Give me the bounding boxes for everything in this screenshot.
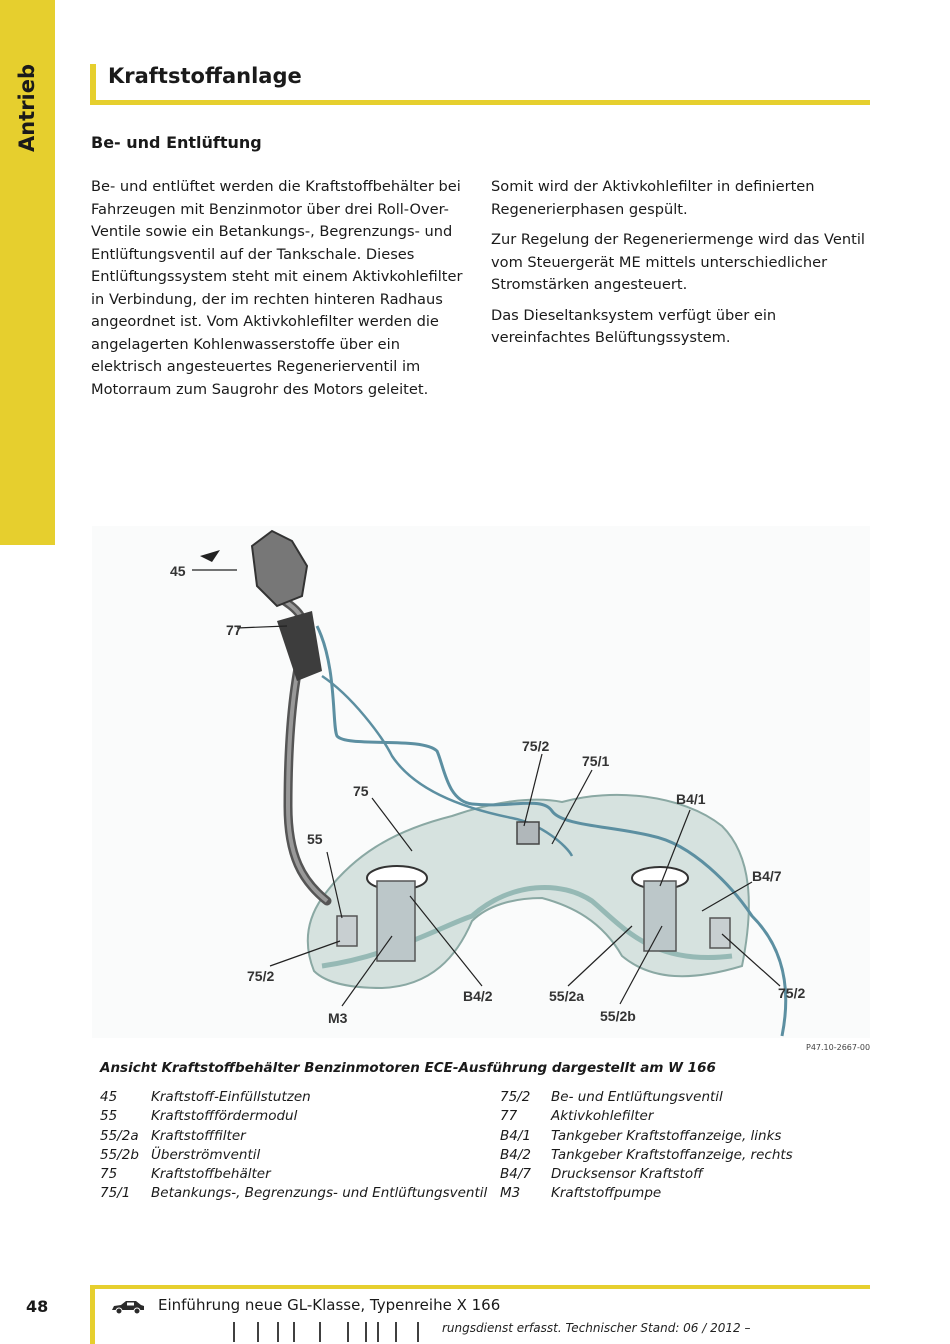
car-icon	[110, 1299, 146, 1315]
figure-caption: Ansicht Kraftstoffbehälter Benzinmotoren ECE-Ausführung dargestellt am W 166	[100, 1060, 716, 1076]
callout-75-2-top: 75/2	[522, 738, 550, 754]
figure-code: P47.10-2667-00	[806, 1043, 871, 1052]
body-column-right	[491, 176, 869, 358]
page-number: 48	[26, 1297, 49, 1316]
body-paragraph: Zur Regelung der Regeneriermenge wird das Ventil vom Steuergerät ME mittels unterschiedlicher Stromstärken angesteuert.	[491, 231, 865, 293]
title-rule	[90, 100, 870, 105]
body-paragraph: Be- und entlüftet werden die Kraftstoffbehälter bei Fahrzeugen mit Benzinmotor über drei Roll-Over-Ventile sowie ein Betankungs-, Begrenzungs- und Entlüftungsventil auf der Tankschale. Dieses Entlüftungssystem steht mit einem Aktivkohlefilter in Verbindung, der im rechten hinteren Radhaus angeordnet ist. Vom Aktivkohlefilter werden die angelagerten Kohlenwasserstoffe über ein elektrisch angesteuertes Regenerierventil im Motorraum zum Saugrohr des Motors geleitet.	[91, 178, 463, 398]
legend-item: B4/2 Tankgeber Kraftstoffanzeige, rechts	[500, 1146, 793, 1163]
callout-75: 75	[353, 783, 369, 799]
callout-75-1: 75/1	[582, 753, 610, 769]
callout-m3: M3	[328, 1010, 348, 1026]
figure-background	[92, 526, 870, 1038]
title-bar	[90, 64, 870, 104]
footer-note: rungsdienst erfasst. Technischer Stand: 06 / 2012 –	[442, 1321, 751, 1335]
body-paragraph: Somit wird der Aktivkohlefilter in definierten Regenerierphasen gespült.	[491, 178, 815, 218]
legend-item: 55/2a Kraftstofffilter	[100, 1127, 246, 1144]
sensor-module-right	[644, 881, 676, 951]
callout-55-2a: 55/2a	[549, 988, 585, 1004]
callout-b4-7: B4/7	[752, 868, 782, 884]
legend-item: 45 Kraftstoff-Einfüllstutzen	[100, 1089, 311, 1105]
legend-item: 75 Kraftstoffbehälter	[100, 1166, 271, 1183]
legend-item: M3 Kraftstoffpumpe	[500, 1185, 662, 1202]
title-accent	[90, 64, 96, 104]
footer-rule	[90, 1285, 870, 1289]
fuel-tank-figure	[92, 526, 870, 1038]
footer-obscured-text	[228, 1320, 424, 1342]
vent-valve-top	[517, 822, 539, 844]
legend-item: 77 Aktivkohlefilter	[500, 1108, 654, 1125]
callout-55-2b: 55/2b	[600, 1008, 636, 1024]
legend-item: 75/1 Betankungs-, Begrenzungs- und Entlüftungsventil	[100, 1185, 488, 1202]
callout-b4-2: B4/2	[463, 988, 493, 1004]
footer-accent	[90, 1289, 95, 1344]
callout-45: 45	[170, 563, 186, 579]
side-tab	[0, 0, 55, 545]
legend-item: B4/7 Drucksensor Kraftstoff	[500, 1166, 703, 1183]
legend-item: B4/1 Tankgeber Kraftstoffanzeige, links	[500, 1127, 782, 1144]
callout-75-2-left: 75/2	[247, 968, 275, 984]
callout-55: 55	[307, 831, 323, 847]
legend-item: 55 Kraftstofffördermodul	[100, 1108, 298, 1125]
legend-right	[500, 1088, 793, 1204]
footer-title: Einführung neue GL-Klasse, Typenreihe X 166	[158, 1296, 501, 1314]
body-paragraph: Das Dieseltanksystem verfügt über ein vereinfachtes Belüftungssystem.	[491, 306, 777, 346]
side-tab-label: Antrieb	[15, 63, 39, 153]
body-column-left	[91, 176, 469, 409]
callout-b4-1: B4/1	[676, 791, 706, 807]
callout-77: 77	[226, 622, 242, 638]
vent-valve-right	[710, 918, 730, 948]
callout-75-2-right: 75/2	[778, 985, 806, 1001]
page-title: Kraftstoffanlage	[108, 64, 302, 88]
section-heading: Be- und Entlüftung	[91, 133, 262, 152]
legend-item: 75/2 Be- und Entlüftungsventil	[500, 1089, 723, 1105]
legend-item: 55/2b Überströmventil	[100, 1146, 261, 1163]
legend-left	[100, 1088, 487, 1204]
